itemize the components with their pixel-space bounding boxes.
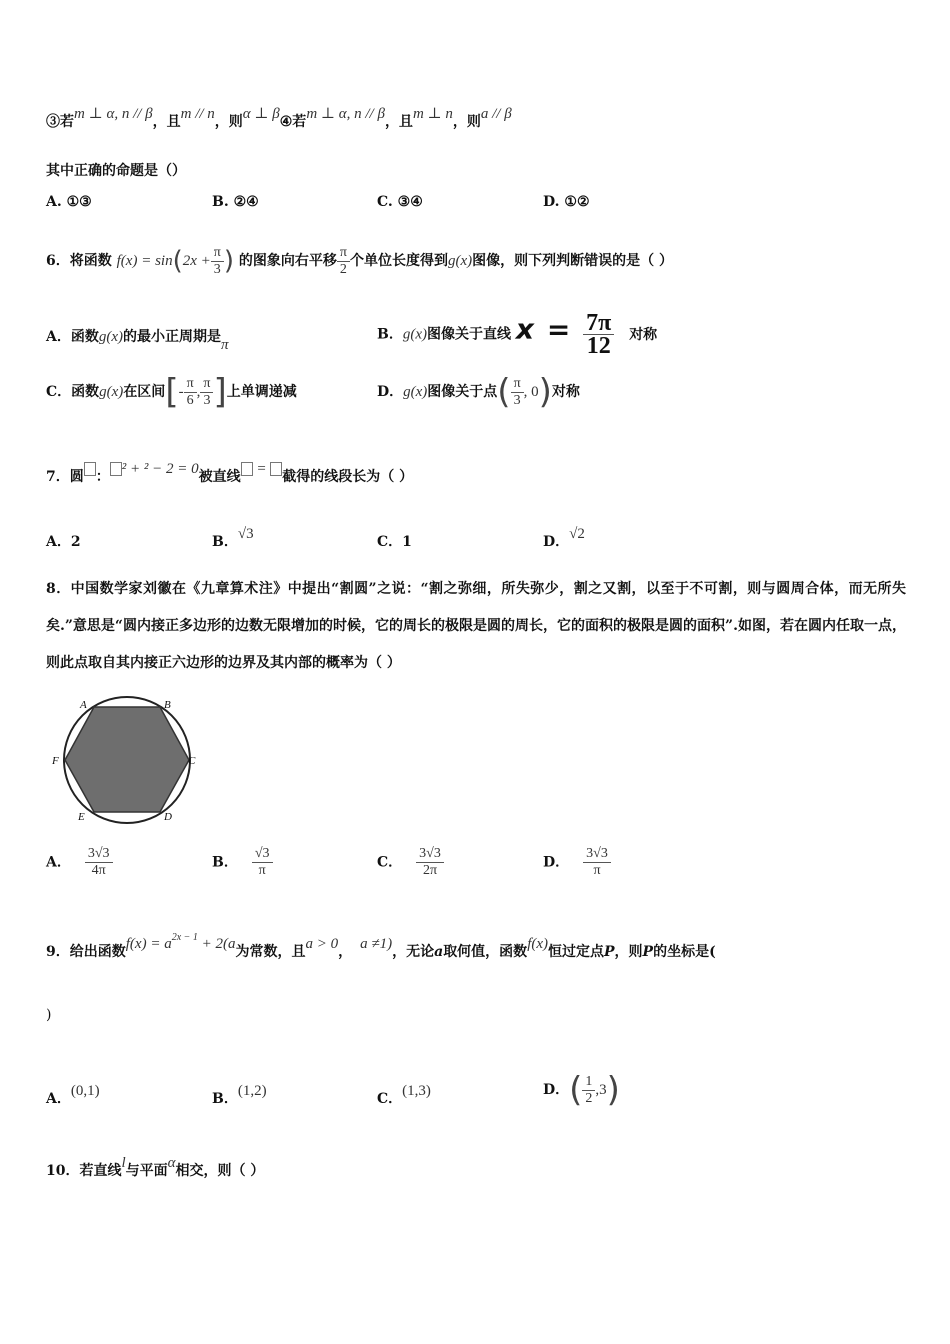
option-letter: A.	[46, 194, 62, 210]
option-text: 上单调递减	[226, 384, 297, 400]
option-text: 图像关于点	[427, 384, 498, 400]
question-number: 6．将函数	[46, 253, 112, 269]
label-c: C	[188, 755, 196, 767]
paren-open: (	[172, 246, 183, 276]
option-text: ②④	[233, 194, 259, 210]
option-text: 对称	[551, 384, 580, 400]
denominator: 3	[513, 392, 521, 408]
statement-3-label: ③若	[46, 114, 74, 130]
statement-4-label: ④若	[279, 114, 307, 130]
q10-stem	[46, 1155, 265, 1181]
question-number: 10．若直线	[46, 1163, 122, 1179]
numerator: π	[337, 245, 350, 262]
q7-option-a[interactable]	[46, 531, 81, 551]
option-text: 的最小正周期是	[123, 329, 222, 345]
option-text: 1	[402, 534, 412, 550]
function-f: f(x) = sin	[116, 253, 173, 269]
missing-glyph-icon	[84, 462, 96, 476]
option-letter: C．函数	[46, 384, 100, 400]
q5-option-c[interactable]	[377, 194, 423, 210]
q8-option-a[interactable]	[46, 846, 113, 879]
option-text: 图像关于直线	[427, 326, 511, 343]
option-letter: C.	[377, 194, 393, 210]
option-text: ①②	[564, 194, 590, 210]
function-g: g(x)	[402, 326, 427, 343]
statement-4-condition: m ⊥ α, n // β	[306, 106, 385, 122]
denominator: 4π	[91, 863, 106, 878]
fraction	[416, 846, 444, 879]
exponent: 2x − 1	[171, 932, 198, 943]
line-l: l	[121, 1155, 126, 1171]
option-letter: A．	[46, 534, 71, 550]
fraction-1-2	[582, 1074, 595, 1107]
numerator: 3√3	[419, 846, 441, 861]
q5-prompt: 其中正确的命题是（）	[46, 163, 186, 179]
q5-option-a[interactable]	[46, 194, 92, 210]
denominator: π	[258, 863, 266, 878]
numerator: π	[200, 376, 213, 393]
option-letter: C．	[377, 1091, 403, 1107]
option-letter: C．	[377, 534, 403, 550]
option-letter: B．	[212, 534, 238, 550]
q7-text-2: 截得的线段长为（ ）	[282, 469, 414, 485]
q9-text-2: ，无论	[392, 944, 435, 960]
minus-sign: -	[178, 384, 184, 400]
statement-4-condition-2: m ⊥ n	[412, 106, 453, 122]
denominator: 2	[339, 261, 347, 277]
denominator: 3	[203, 392, 211, 408]
colon: ：	[95, 469, 110, 485]
numerator: 3√3	[87, 846, 110, 861]
label-d: D	[164, 811, 172, 823]
bracket-close: ]	[213, 372, 227, 412]
text-and: ，且	[384, 114, 413, 130]
q8-option-b[interactable]	[212, 846, 273, 879]
option-letter: A．函数	[46, 329, 99, 345]
comma: ,	[196, 384, 201, 400]
q6-stem	[46, 236, 673, 286]
circle-equation: ² + ² − 2 = 0	[121, 461, 199, 477]
q8-option-d[interactable]	[543, 846, 611, 879]
option-text: 2	[70, 534, 81, 550]
question-number: 7．圆	[46, 469, 84, 485]
missing-glyph-icon	[241, 462, 253, 476]
q9-option-a[interactable]	[46, 1083, 100, 1108]
paren-close: )	[223, 246, 234, 276]
function-g: g(x)	[98, 329, 124, 345]
line-equation: =	[252, 461, 271, 477]
fraction-pi-6	[184, 376, 197, 409]
option-text: √3	[237, 526, 254, 542]
paren-close: )	[538, 372, 552, 412]
pi-symbol: π	[221, 337, 229, 353]
option-letter: D.	[543, 194, 560, 210]
option-letter: A．	[46, 1091, 71, 1107]
q9-option-c[interactable]	[377, 1083, 431, 1108]
equals-sign: =	[546, 312, 571, 346]
q7-option-c[interactable]	[377, 531, 412, 551]
numerator: π	[511, 376, 524, 393]
plane-alpha: α	[167, 1155, 176, 1171]
function-f: f(x) = a	[125, 936, 172, 952]
q6-option-c[interactable]	[46, 372, 297, 412]
hexagon-in-circle-figure	[50, 694, 210, 828]
denominator: 3	[213, 261, 221, 277]
option-letter: D．	[377, 384, 404, 400]
option-text: ③④	[397, 194, 423, 210]
text-then: ，则	[214, 114, 243, 130]
statement-4-conclusion: a // β	[480, 106, 512, 122]
q5-option-b[interactable]	[212, 194, 259, 210]
function-g: g(x)	[447, 253, 473, 269]
missing-glyph-icon	[110, 462, 122, 476]
function-f: f(x)	[527, 936, 549, 952]
label-f: F	[52, 755, 59, 767]
q9-option-b[interactable]	[212, 1083, 267, 1108]
label-a: A	[80, 699, 87, 711]
option-letter: D．	[543, 1082, 570, 1098]
paren-close: )	[606, 1070, 620, 1110]
option-letter: B．	[212, 854, 238, 871]
condition-a-not-one: a ≠1)	[360, 936, 393, 952]
q6-text-2: 个单位长度得到	[349, 253, 448, 269]
option-letter: B.	[212, 194, 229, 210]
bracket-open: [	[165, 372, 179, 412]
label-b: B	[164, 699, 171, 711]
statement-3-condition-2: m // n	[180, 106, 215, 122]
paren-open: (	[569, 1070, 583, 1110]
statement-3-conclusion: α ⊥ β	[242, 106, 280, 122]
missing-glyph-icon	[270, 462, 282, 476]
denominator: 6	[186, 392, 194, 408]
fraction-pi-3	[211, 245, 224, 278]
denominator: 2	[585, 1090, 593, 1106]
fraction-pi-3	[511, 376, 524, 409]
question-number: 9．给出函数	[46, 944, 126, 960]
text-and: ，且	[152, 114, 181, 130]
condition-a-positive: a > 0	[305, 936, 339, 952]
q8-stem: 8．中国数学家刘徽在《九章算术注》中提出“割圆”之说：“割之弥细，所失弥少，割之又割，以至于不可割，则与圆周合体，而无所失矣.”意思是“圆内接正多边形的边数无限增加的时候，它的周长的极限是圆的周长，它的面积的极限是圆的面积”.如图，若在圆内任取一点，则此点取自其内接正六边形的边界及其内部的概率为（ ）	[46, 581, 906, 671]
fraction	[252, 846, 273, 879]
point-y: ,3	[595, 1082, 607, 1098]
function-f-tail: + 2(a	[197, 936, 236, 952]
option-text: (0,1)	[70, 1083, 100, 1099]
statement-3-4-line	[46, 106, 512, 132]
option-letter: A．	[46, 854, 71, 871]
option-text: ①③	[66, 194, 92, 210]
numerator: 7π	[583, 312, 614, 335]
hexagon	[65, 707, 189, 812]
variable-a: a	[434, 944, 444, 960]
numerator: 1	[582, 1074, 595, 1091]
numerator: π	[211, 245, 224, 262]
q9-text-4: 恒过定点	[548, 944, 605, 960]
option-text: √2	[569, 526, 585, 542]
point-p: P	[604, 944, 615, 960]
q6-text-3: 图像，则下列判断错误的是（ ）	[472, 253, 673, 269]
q10-text-2: 相交，则（ ）	[175, 1163, 265, 1179]
numerator: √3	[254, 846, 270, 861]
q8-option-c[interactable]	[377, 846, 444, 879]
fraction-7pi-12	[583, 312, 614, 357]
numerator: π	[184, 376, 197, 393]
point-y: , 0	[523, 384, 539, 400]
denominator: 12	[586, 333, 611, 359]
q9-text-6: 的坐标是(	[653, 944, 716, 960]
function-g: g(x)	[403, 384, 428, 400]
fraction-pi-3	[200, 376, 213, 409]
q7-option-b[interactable]	[212, 526, 254, 551]
q6-option-b[interactable]	[377, 312, 657, 357]
statement-3-condition: m ⊥ α, n // β	[74, 106, 153, 122]
q9-text-5: ，则	[614, 944, 643, 960]
q5-option-d[interactable]	[543, 194, 590, 210]
option-letter: C．	[377, 854, 403, 871]
comma: ，	[338, 944, 353, 960]
q9-close-paren: )	[46, 1007, 52, 1023]
text-then: ，则	[452, 114, 481, 130]
q9-text: 为常数，且	[235, 944, 306, 960]
q10-text: 与平面	[125, 1163, 168, 1179]
option-letter: B．	[377, 326, 403, 343]
q7-stem	[46, 461, 414, 487]
fraction-pi-2	[337, 245, 350, 278]
q6-text: 的图象向右平移	[238, 253, 337, 269]
variable-x: x	[515, 312, 534, 346]
q9-stem	[46, 932, 716, 964]
option-letter: D．	[543, 534, 570, 550]
denominator: π	[593, 863, 601, 878]
q6-option-d[interactable]	[377, 372, 580, 412]
label-e: E	[78, 811, 85, 823]
option-letter: D．	[543, 854, 570, 871]
option-text: (1,3)	[402, 1083, 431, 1099]
option-text: (1,2)	[237, 1083, 267, 1099]
option-letter: B．	[212, 1091, 238, 1107]
paren-open: (	[497, 372, 511, 412]
option-text: 在区间	[123, 384, 166, 400]
function-g: g(x)	[99, 384, 124, 400]
q9-text-3: 取何值，函数	[443, 944, 528, 960]
q7-text: 被直线	[198, 469, 241, 485]
numerator: 3√3	[586, 846, 608, 861]
q7-option-d[interactable]	[543, 526, 585, 551]
denominator: 2π	[422, 863, 438, 878]
point-p: P	[642, 944, 654, 960]
option-text: 对称	[629, 326, 658, 343]
q9-option-d[interactable]	[543, 1070, 620, 1110]
fraction	[583, 846, 611, 879]
function-arg: 2x +	[182, 253, 211, 269]
q6-option-a[interactable]	[46, 326, 229, 353]
fraction	[85, 846, 113, 879]
